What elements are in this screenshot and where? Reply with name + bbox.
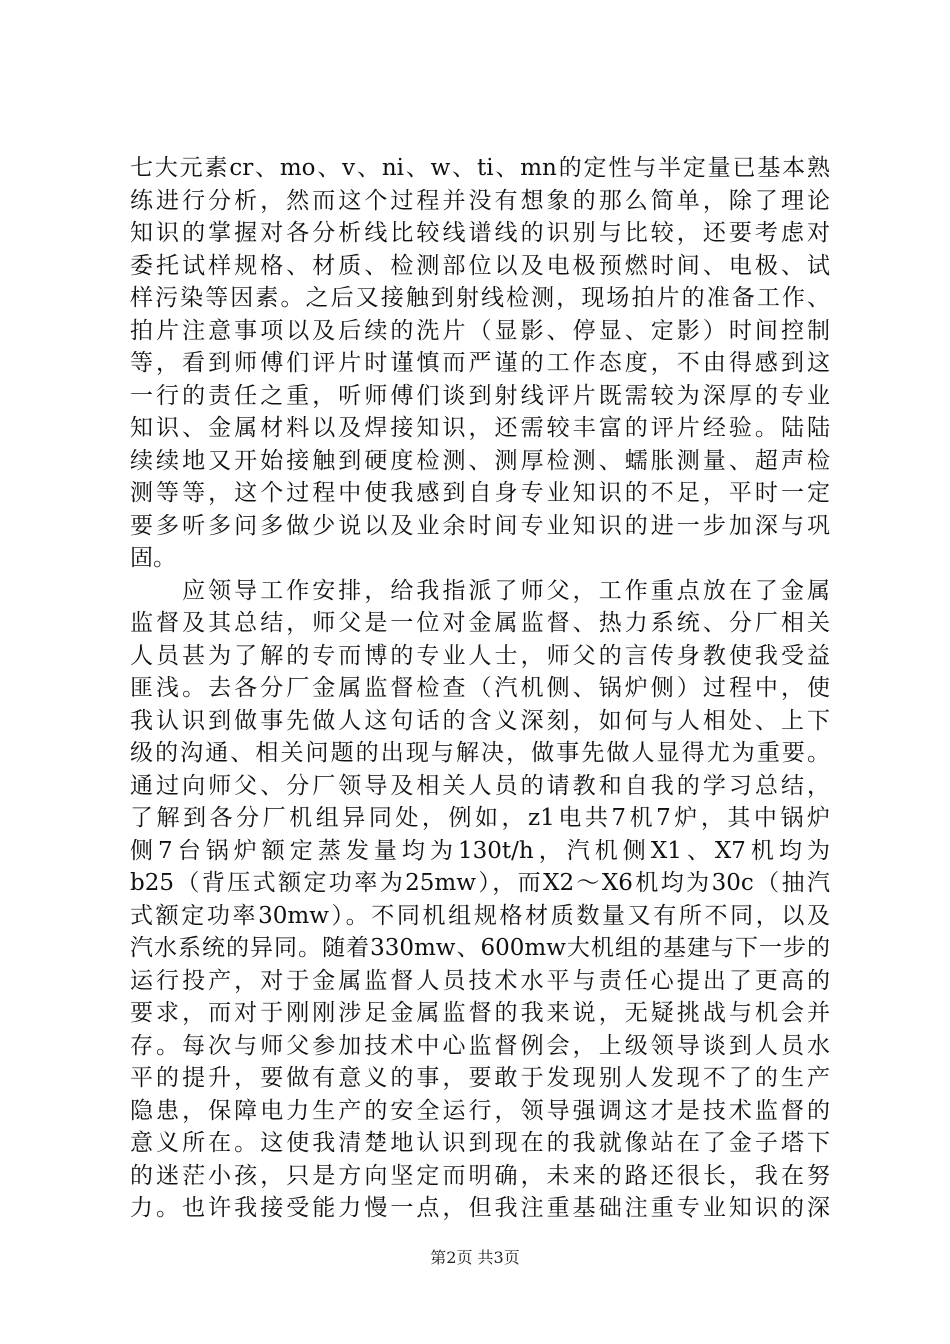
text-line: 我认识到做事先做人这句话的含义深刻，如何与人相处、上下	[130, 707, 830, 734]
text-line: 知识、金属材料以及焊接知识，还需较丰富的评片经验。陆陆	[130, 415, 830, 441]
text-line: 了解到各分厂机组异同处，例如，z1电共7机7炉，其中锅炉	[130, 805, 830, 831]
text-line: 监督及其总结，师父是一位对金属监督、热力系统、分厂相关	[130, 610, 830, 636]
text-line: 人员甚为了解的专而博的专业人士，师父的言传身教使我受益	[130, 642, 830, 669]
text-line: 的迷茫小孩，只是方向坚定而明确，未来的路还很长，我在努	[130, 1162, 830, 1189]
text-line: 通过向师父、分厂领导及相关人员的请教和自我的学习总结，	[130, 772, 830, 799]
text-line: 存。每次与师父参加技术中心监督例会，上级领导谈到人员水	[130, 1032, 830, 1059]
text-line: 运行投产，对于金属监督人员技术水平与责任心提出了更高的	[130, 967, 830, 994]
document-body	[130, 152, 830, 1225]
text-line: 续续地又开始接触到硬度检测、测厚检测、蠕胀测量、超声检	[130, 447, 830, 474]
text-line: 应领导工作安排，给我指派了师父，工作重点放在了金属	[130, 577, 830, 604]
text-line: 意义所在。这使我清楚地认识到现在的我就像站在了金子塔下	[130, 1130, 830, 1156]
text-line: 固。	[130, 545, 176, 571]
text-line: 练进行分析，然而这个过程并没有想象的那么简单，除了理论	[130, 187, 830, 214]
text-line: 隐患，保障电力生产的安全运行，领导强调这才是技术监督的	[130, 1097, 830, 1124]
text-line: b25（背压式额定功率为25mw），而X2～X6机均为30c（抽汽	[130, 870, 830, 896]
page-footer: 第2页 共3页	[430, 1248, 520, 1267]
text-line: 拍片注意事项以及后续的洗片（显影、停显、定影）时间控制	[130, 317, 830, 344]
text-line: 力。也许我接受能力慢一点，但我注重基础注重专业知识的深	[130, 1195, 830, 1221]
text-line: 匪浅。去各分厂金属监督检查（汽机侧、锅炉侧）过程中，使	[130, 675, 830, 701]
text-line: 要求，而对于刚刚涉足金属监督的我来说，无疑挑战与机会并	[130, 1000, 830, 1026]
text-line: 测等等，这个过程中使我感到自身专业知识的不足，平时一定	[130, 480, 830, 506]
text-line: 等，看到师傅们评片时谨慎而严谨的工作态度，不由得感到这	[130, 350, 830, 376]
text-line: 要多听多问多做少说以及业余时间专业知识的进一步加深与巩	[130, 512, 830, 539]
text-line: 汽水系统的异同。随着330mw、600mw大机组的基建与下一步的	[130, 935, 830, 961]
text-line: 委托试样规格、材质、检测部位以及电极预燃时间、电极、试	[130, 252, 830, 279]
text-line: 七大元素cr、mo、v、ni、w、ti、mn的定性与半定量已基本熟	[130, 155, 830, 181]
text-line: 级的沟通、相关问题的出现与解决，做事先做人显得尤为重要。	[130, 740, 830, 766]
text-line: 平的提升，要做有意义的事，要敢于发现别人发现不了的生产	[130, 1065, 830, 1091]
text-line: 知识的掌握对各分析线比较线谱线的识别与比较，还要考虑对	[130, 220, 830, 246]
text-line: 侧7台锅炉额定蒸发量均为130t/h，汽机侧X1、X7机均为	[130, 837, 830, 864]
text-line: 式额定功率30mw）。不同机组规格材质数量又有所不同，以及	[130, 902, 830, 929]
text-line: 样污染等因素。之后又接触到射线检测，现场拍片的准备工作、	[130, 285, 830, 311]
text-line: 一行的责任之重，听师傅们谈到射线评片既需较为深厚的专业	[130, 382, 830, 409]
